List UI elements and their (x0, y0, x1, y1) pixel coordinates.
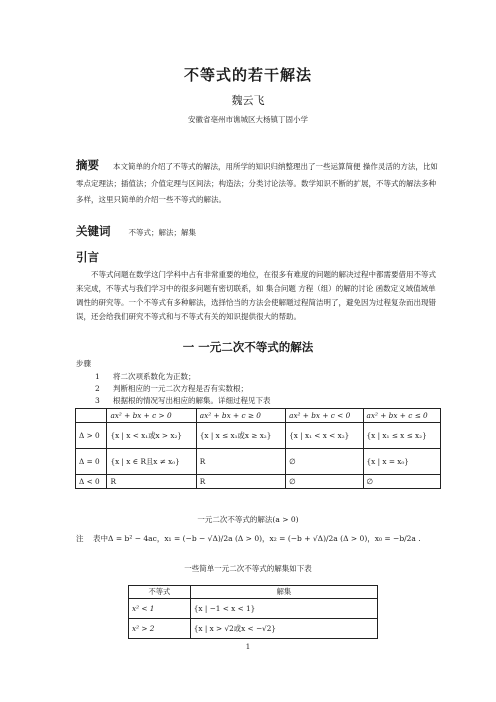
table-row (76, 423, 441, 449)
list-item (95, 383, 271, 395)
author-name: 魏云飞 (231, 94, 265, 107)
table-cell: R (107, 475, 196, 489)
keywords-label: 关键词 (76, 224, 111, 238)
table-cell: Δ = 0 (76, 449, 107, 475)
author-affiliation: 安徽省亳州市谯城区大杨镇丁固小学 (188, 115, 308, 124)
keywords (76, 223, 196, 239)
step-number: 1 (95, 372, 100, 381)
intro-text: 不等式问题在数学这门学科中占有非常重要的地位，在很多有难度的问题的解决过程中都需要借用不等式来完成，不等式与我们学习中的很多问题有密切联系，如 集合问题 方程（组）的解的讨论 函数定义域值域单调性的研究等。一个不等式有多种解法，选择恰当的方法会使解题过程简洁明了，避免因为过程复杂而出现错误，还会给我们研究不等式和与不等式有关的知识提供很大的帮助。 (76, 270, 436, 321)
table-row (76, 449, 441, 475)
table-header-cell (76, 409, 107, 423)
page-number: 1 (245, 643, 251, 651)
table-cell: x² > 2 (129, 619, 191, 639)
keywords-text: 不等式；解法；解集 (128, 228, 196, 237)
examples-table (128, 585, 378, 639)
abstract (76, 157, 442, 209)
table-caption: 一些简单一元二次不等式的解集如下表 (184, 564, 312, 573)
table-header-cell: 解集 (190, 586, 377, 599)
table-cell: ∅ (363, 475, 440, 489)
table-header-row (129, 586, 378, 599)
step-number: 2 (95, 384, 100, 393)
table-cell: x² < 1 (129, 599, 191, 619)
table-cell: Δ < 0 (76, 475, 107, 489)
table-cell: {x | x > √2或x < −√2} (190, 619, 377, 639)
note-label: 注 (76, 534, 84, 543)
table-cell: {x | −1 < x < 1} (190, 599, 377, 619)
table-cell: ∅ (286, 449, 363, 475)
step-text: 根据根的情况写出相应的解集。详细过程见下表 (113, 396, 271, 405)
table-header-row (76, 409, 441, 423)
step-text: 判断相应的一元二次方程是否有实数根； (113, 384, 248, 393)
table-cell: {x | x₁ < x < x₂} (286, 423, 363, 449)
table-header-cell: ax² + bx + c ≤ 0 (363, 409, 440, 423)
table-header-cell: ax² + bx + c < 0 (286, 409, 363, 423)
solution-table (75, 408, 441, 489)
note-text: 表中Δ = b² − 4ac，x₁ = (−b − √Δ)/2a (Δ > 0)，x₂ = (−b + √Δ)/2a (Δ > 0)，x₀ = −b/2a . (93, 534, 421, 543)
table-cell: ∅ (286, 475, 363, 489)
steps-list (95, 371, 271, 407)
table-header-cell: ax² + bx + c ≥ 0 (196, 409, 285, 423)
table-cell: {x | x₁ ≤ x ≤ x₂} (363, 423, 440, 449)
intro-heading: 引言 (76, 250, 99, 264)
abstract-text: 本文简单的介绍了不等式的解法，用所学的知识归纳整理出了一些运算简便 操作灵活的方法，比如 零点定理法；插值法；介值定理与区间法；构造法；分类讨论法等。数学知识不断的扩展，不等式的解法多种多样，这里只简单的介绍一些不等式的解法。 (76, 162, 438, 204)
table-cell: Δ > 0 (76, 423, 107, 449)
section-heading: 一 一元二次不等式的解法 (182, 340, 314, 354)
table-cell: {x | x ∈ R且x ≠ x₀} (107, 449, 196, 475)
step-number: 3 (95, 396, 100, 405)
table-cell: {x | x < x₁或x > x₂} (107, 423, 196, 449)
abstract-label: 摘要 (76, 158, 99, 172)
table-caption: 一元二次不等式的解法(a > 0) (197, 515, 299, 524)
table-row (76, 475, 441, 489)
paper-title: 不等式的若干解法 (183, 66, 312, 84)
table-cell: {x | x ≤ x₁或x ≥ x₂} (196, 423, 285, 449)
steps-label: 步骤 (76, 359, 91, 368)
table-cell: R (196, 449, 285, 475)
table-row (129, 619, 378, 639)
list-item (95, 395, 271, 407)
table-row (129, 599, 378, 619)
table-header-cell: 不等式 (129, 586, 191, 599)
table-note (76, 528, 442, 550)
table-cell: {x | x = x₀} (363, 449, 440, 475)
table-header-cell: ax² + bx + c > 0 (107, 409, 196, 423)
list-item (95, 371, 271, 383)
table-cell: R (196, 475, 285, 489)
step-text: 将二次项系数化为正数； (113, 372, 196, 381)
